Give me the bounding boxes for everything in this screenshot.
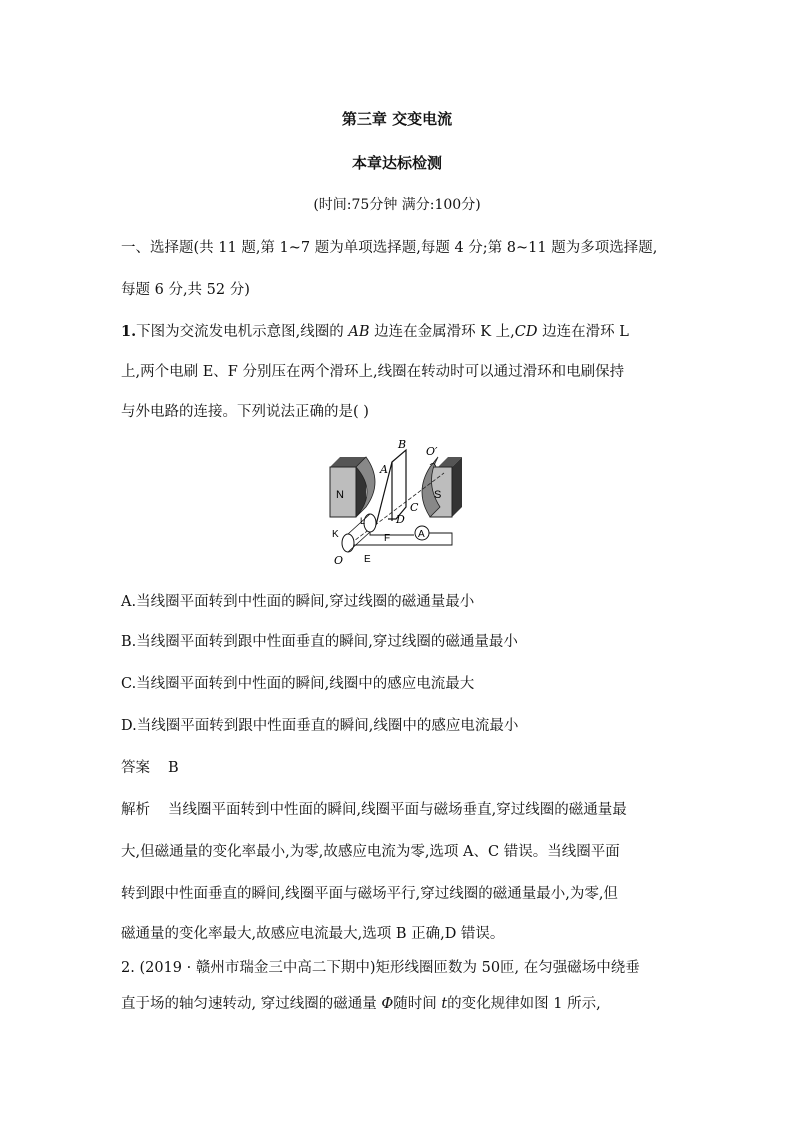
q1-stem-line2: 上,两个电刷 E、F 分别压在两个滑环上,线圈在转动时可以通过滑环和电刷保持 [121,364,625,380]
q1-stem1-ab: AB [348,324,370,340]
q1-answer [121,756,179,777]
q1-analysis-line4: 磁通量的变化率最大,故感应电流最大,选项 B 正确,D 错误。 [121,926,505,942]
label-f: F [384,533,391,544]
q1-analysis-line3: 转到跟中性面垂直的瞬间,线圈平面与磁场平行,穿过线圈的磁通量最小,为零,但 [121,886,618,902]
label-d: D [396,513,405,526]
q2-phi-symbol: Φ [381,996,394,1012]
generator-diagram [326,437,468,567]
q1-option-c: C.当线圈平面转到中性面的瞬间,线圈中的感应电流最大 [121,676,475,692]
q1-stem1-part-b: 边连在金属滑环 K 上, [369,324,515,340]
q1-stem1-part-a: 下图为交流发电机示意图,线圈的 [136,324,349,340]
q1-option-d: D.当线圈平面转到跟中性面垂直的瞬间,线圈中的感应电流最小 [121,718,519,734]
q1-option-b: B.当线圈平面转到跟中性面垂直的瞬间,穿过线圈的磁通量最小 [121,634,518,650]
time-info: (时间:75分钟 满分:100分) [313,197,481,213]
q2-t-symbol: t [441,996,448,1012]
q1-stem-line1 [121,320,629,341]
label-o: O [334,554,344,567]
section1-heading-line1: 一、选择题(共 11 题,第 1~7 题为单项选择题,每题 4 分;第 8~11 题为多项选择题, [121,240,658,256]
label-c: C [410,501,419,514]
analysis-text-1: 当线圈平面转到中性面的瞬间,线圈平面与磁场垂直,穿过线圈的磁通量最 [168,802,627,818]
q2-line2-part-c: 的变化规律如图 1 所示, [447,996,601,1012]
s-pole-label: S [434,489,442,501]
q1-stem1-part-c: 边连在滑环 L [537,324,629,340]
label-e: E [364,554,371,565]
q2-line2-part-b: 随时间 [393,996,442,1012]
q1-stem-line3: 与外电路的连接。下列说法正确的是( ) [121,404,369,420]
label-l: L [360,516,366,526]
q1-analysis-line1 [121,798,627,819]
q1-number: 1. [121,323,137,340]
label-b: B [398,438,407,451]
q2-stem-line2 [121,992,601,1013]
section-title: 本章达标检测 [351,154,442,172]
q2-line2-part-a: 直于场的轴匀速转动, 穿过线圈的磁通量 [121,996,382,1012]
answer-value: B [168,760,179,776]
answer-label: 答案 [121,760,150,776]
q1-option-a: A.当线圈平面转到中性面的瞬间,穿过线圈的磁通量最小 [121,594,475,610]
ammeter-label: A [418,529,425,540]
label-a: A [380,463,388,476]
q1-stem1-cd: CD [514,324,538,340]
label-o-prime: O′ [426,445,438,458]
section1-heading-line2: 每题 6 分,共 52 分) [121,282,250,298]
label-k: K [332,529,339,540]
q2-stem-line1: 2. (2019 · 赣州市瑞金三中高二下期中)矩形线圈匝数为 50匝, 在匀强磁场中绕垂 [121,960,640,976]
n-pole-label: N [336,489,344,501]
analysis-label: 解析 [121,802,150,818]
q1-analysis-line2: 大,但磁通量的变化率最小,为零,故感应电流为零,选项 A、C 错误。当线圈平面 [121,844,620,860]
chapter-title: 第三章 交变电流 [341,110,453,128]
